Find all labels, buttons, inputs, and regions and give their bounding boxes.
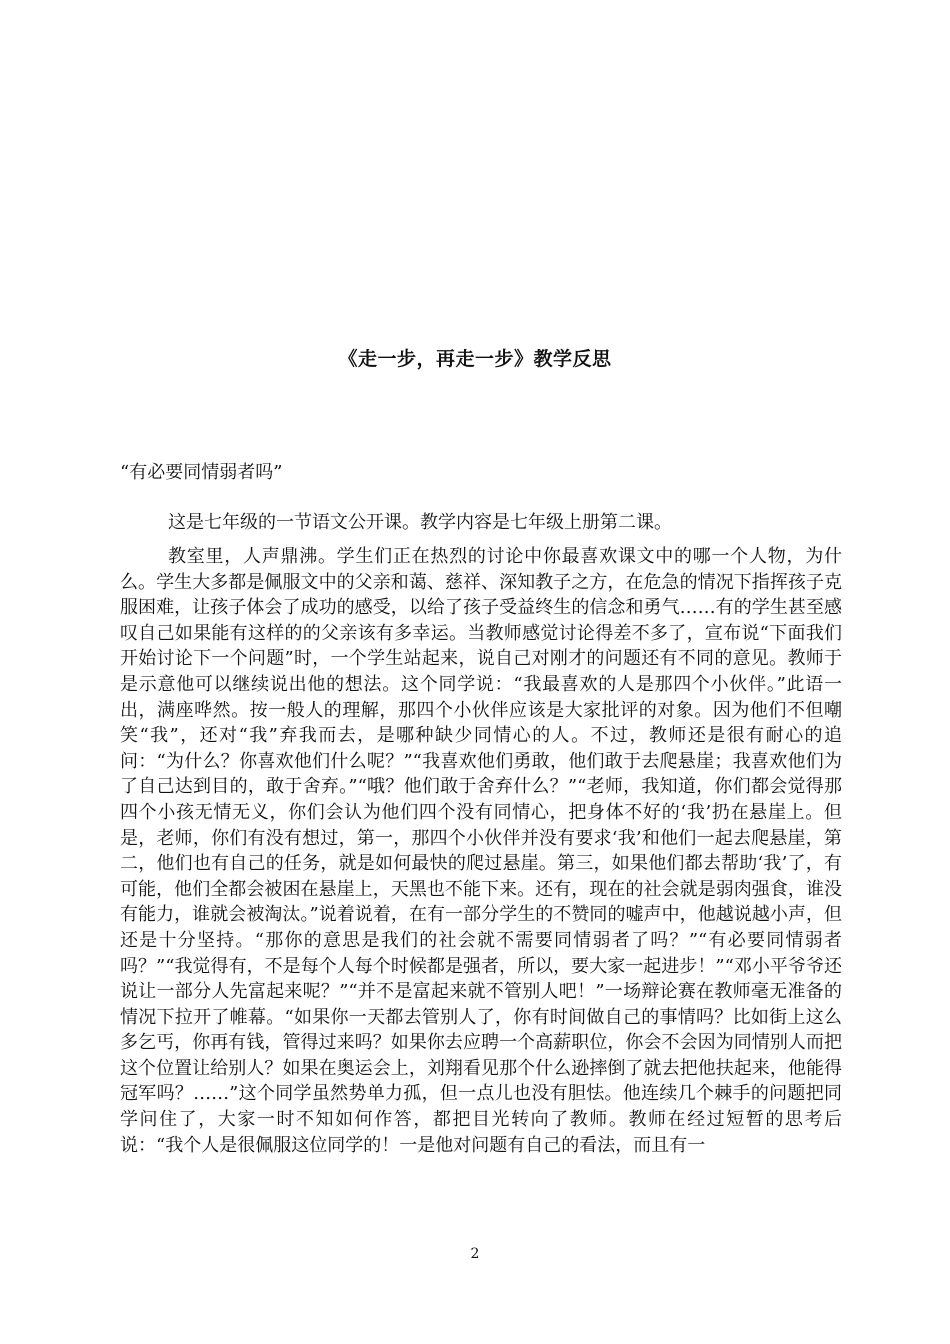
document-title: 《走一步，再走一步》教学反思 bbox=[338, 348, 612, 370]
section-subtitle: “有必要同情弱者吗” bbox=[120, 462, 283, 483]
lead-paragraph: 这是七年级的一节语文公开课。教学内容是七年级上册第二课。 bbox=[168, 512, 672, 533]
page-number: 2 bbox=[470, 1246, 480, 1262]
body-paragraph: 教室里，人声鼎沸。学生们正在热烈的讨论中你最喜欢课文中的哪一个人物，为什么。学生大多都是佩服文中的父亲和蔼、慈祥、深知教子之方，在危急的情况下指挥孩子克服困难，让孩子体会了成功的感受，以给了孩子受益终生的信念和勇气……有的学生甚至感叹自己如果能有这样的的父亲该有多幸运。当教师感觉讨论得差不多了，宣布说“下面我们开始讨论下一个问题”时，一个学生站起来，说自己对刚才的问题还有不同的意见。教师于是示意他可以继续说出他的想法。这个同学说：“我最喜欢的人是那四个小伙伴。”此语一出，满座哗然。按一般人的理解，那四个小伙伴应该是大家批评的对象。因为他们不但嘲笑“我”，还对“我”弃我而去，是哪种缺少同情心的人。不过，教师还是很有耐心的追问：“为什么？你喜欢他们什么呢？”“我喜欢他们勇敢，他们敢于去爬悬崖；我喜欢他们为了自己达到目的，敢于舍弃。”“哦？他们敢于舍弃什么？”“老师，我知道，你们都会觉得那四个小孩无情无义，你们会认为他们四个没有同情心，把身体不好的‘我’扔在悬崖上。但是，老师，你们有没有想过，第一，那四个小伙伴并没有要求‘我’和他们一起去爬悬崖，第二，他们也有自己的任务，就是如何最快的爬过悬崖。第三，如果他们都去帮助‘我’了，有可能，他们全都会被困在悬崖上，天黑也不能下来。还有，现在的社会就是弱肉强食，谁没有能力，谁就会被淘汰。”说着说着，在有一部分学生的不赞同的嘘声中，他越说越小声，但还是十分坚持。“那你的意思是我们的社会就不需要同情弱者了吗？”“有必要同情弱者吗？”“我觉得有，不是每个人每个时候都是强者，所以，要大家一起进步！”“邓小平爷爷还说让一部分人先富起来呢？”“并不是富起来就不管别人吧！”一场辩论赛在教师毫无准备的情况下拉开了帷幕。“如果你一天都去管别人了，你有时间做自己的事情吗？比如街上这么多乞丐，你再有钱，管得过来吗？如果你去应聘一个高薪职位，你会不会因为同情别人而把这个位置让给别人？如果在奥运会上，刘翔看见那个什么逊摔倒了就去把他扶起来，他能得冠军吗？……”这个同学虽然势单力孤，但一点儿也没有胆怯。他连续几个棘手的问题把同学问住了，大家一时不知如何作答，都把目光转向了教师。教师在经过短暂的思考后说：“我个人是很佩服这位同学的！一是他对问题有自己的看法，而且有一 bbox=[120, 546, 842, 1156]
